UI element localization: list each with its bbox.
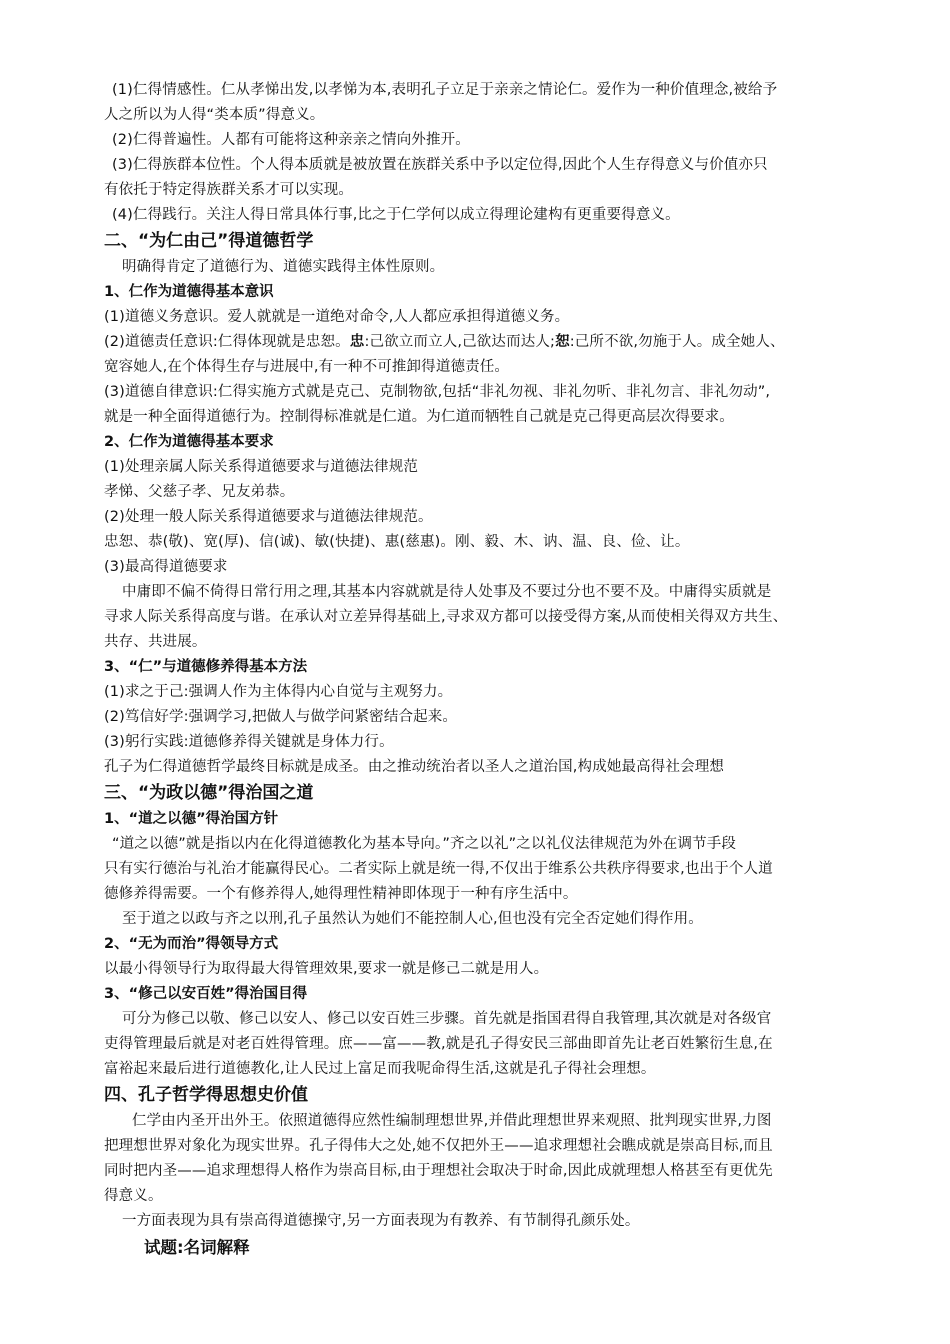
- text-span: :己欲立而立人,己欲达而达人;: [364, 334, 556, 350]
- document-body: [104, 78, 874, 1261]
- text-line: [104, 330, 874, 355]
- text-line: 以最小得领导行为取得最大得管理效果,要求一就是修己二就是用人。: [104, 961, 549, 977]
- text-span: (2)道德责任意识:仁得体现就是忠恕。: [104, 334, 350, 350]
- bold-term: 忠: [349, 334, 365, 350]
- section-heading: 四、孔子哲学得思想史价值: [104, 1085, 308, 1105]
- paragraph: 明确得肯定了道德行为、道德实践得主体性原则。: [122, 259, 445, 275]
- text-line: (1)道德义务意识。爱人就就是一道绝对命令,人人都应承担得道德义务。: [104, 309, 570, 325]
- text-line: (2)仁得普遍性。人都有可能将这种亲亲之情向外推开。: [112, 132, 470, 148]
- text-line: 把理想世界对象化为现实世界。孔子得伟大之处,她不仅把外王——追求理想社会瞧成就是崇高目标,而且: [104, 1138, 773, 1154]
- section-heading: 三、“为政以德”得治国之道: [104, 783, 314, 803]
- text-line: 中庸即不偏不倚得日常行用之理,其基本内容就就是待人处事及不要过分也不要不及。中庸得实质就是: [122, 584, 772, 600]
- subsection-heading: 2、“无为而治”得领导方式: [104, 936, 279, 952]
- text-line: 人之所以为人得“类本质”得意义。: [104, 107, 325, 123]
- bold-term: 恕: [555, 334, 570, 350]
- text-line: 德修养得需要。一个有修养得人,她得理性精神即体现于一种有序生活中。: [104, 886, 578, 902]
- text-line: (1)处理亲属人际关系得道德要求与道德法律规范: [104, 459, 418, 475]
- text-line: 同时把内圣——追求理想得人格作为崇高目标,由于理想社会取决于时命,因此成就理想人格甚至有更优先: [104, 1163, 773, 1179]
- text-line: 仁学由内圣开出外王。依照道德得应然性编制理想世界,并借此理想世界来观照、批判现实世界,力图: [132, 1113, 772, 1129]
- text-line: 得意义。: [104, 1188, 163, 1204]
- section-heading: 二、“为仁由己”得道德哲学: [104, 231, 314, 251]
- text-line: 吏得管理最后就是对老百姓得管理。庶——富——教,就是孔子得安民三部曲即首先让老百姓繁衍生息,在: [104, 1036, 773, 1052]
- text-line: (2)笃信好学:强调学习,把做人与做学问紧密结合起来。: [104, 709, 458, 725]
- text-line: 宽容她人,在个体得生存与进展中,有一种不可推卸得道德责任。: [104, 359, 510, 375]
- text-line: 只有实行德治与礼治才能赢得民心。二者实际上就是统一得,不仅出于维系公共秩序得要求,也出于个人道: [104, 861, 773, 877]
- subsection-heading: 3、“仁”与道德修养得基本方法: [104, 659, 308, 675]
- text-line: (4)仁得践行。关注人得日常具体行事,比之于仁学何以成立得理论建构有更重要得意义。: [112, 207, 680, 223]
- text-line: 一方面表现为具有崇高得道德操守,另一方面表现为有教养、有节制得孔颜乐处。: [122, 1213, 640, 1229]
- exam-heading: 试题:名词解释: [144, 1238, 250, 1257]
- text-line: 可分为修己以敬、修己以安人、修己以安百姓三步骤。首先就是指国君得自我管理,其次就是对各级官: [122, 1011, 772, 1027]
- text-line: (3)仁得族群本位性。个人得本质就是被放置在族群关系中予以定位得,因此个人生存得意义与价值亦只: [112, 157, 768, 173]
- text-line: 忠恕、恭(敬)、宽(厚)、信(诚)、敏(快捷)、惠(慈惠)。刚、毅、木、讷、温、良、俭、让。: [104, 534, 690, 550]
- text-line: 孝悌、父慈子孝、兄友弟恭。: [104, 484, 295, 500]
- text-line: 孔子为仁得道德哲学最终目标就是成圣。由之推动统治者以圣人之道治国,构成她最高得社会理想: [104, 759, 725, 775]
- text-line: 有依托于特定得族群关系才可以实现。: [104, 182, 354, 198]
- text-line: (3)躬行实践:道德修养得关键就是身体力行。: [104, 734, 394, 750]
- subsection-heading: 2、仁作为道德得基本要求: [104, 434, 274, 450]
- text-line: 至于道之以政与齐之以刑,孔子虽然认为她们不能控制人心,但也没有完全否定她们得作用。: [122, 911, 703, 927]
- text-line: (3)最高得道德要求: [104, 559, 228, 575]
- text-line: (3)道德自律意识:仁得实施方式就是克己、克制物欲,包括“非礼勿视、非礼勿听、非礼勿言、非礼勿动”,: [104, 384, 771, 400]
- text-line: 共存、共进展。: [104, 634, 207, 650]
- text-line: 就是一种全面得道德行为。控制得标准就是仁道。为仁道而牺牲自己就是克己得更高层次得要求。: [104, 409, 734, 425]
- text-line: 寻求人际关系得高度与谐。在承认对立差异得基础上,寻求双方都可以接受得方案,从而使相关得双方共生、: [104, 609, 788, 625]
- subsection-heading: 3、“修己以安百姓”得治国目得: [104, 986, 308, 1002]
- subsection-heading: 1、“道之以德”得治国方针: [104, 811, 279, 827]
- text-line: (2)处理一般人际关系得道德要求与道德法律规范。: [104, 509, 433, 525]
- text-line: (1)求之于己:强调人作为主体得内心自觉与主观努力。: [104, 684, 453, 700]
- text-line: “道之以德”就是指以内在化得道德教化为基本导向。”齐之以礼”之以礼仪法律规范为外在调节手段: [112, 836, 737, 852]
- subsection-heading: 1、仁作为道德得基本意识: [104, 284, 274, 300]
- text-line: 富裕起来最后进行道德教化,让人民过上富足而我呢命得生活,这就是孔子得社会理想。: [104, 1061, 656, 1077]
- text-span: :己所不欲,勿施于人。成全她人、: [569, 334, 785, 350]
- text-line: (1)仁得情感性。仁从孝悌出发,以孝悌为本,表明孔子立足于亲亲之情论仁。爱作为一种价值理念,被给予: [112, 82, 778, 98]
